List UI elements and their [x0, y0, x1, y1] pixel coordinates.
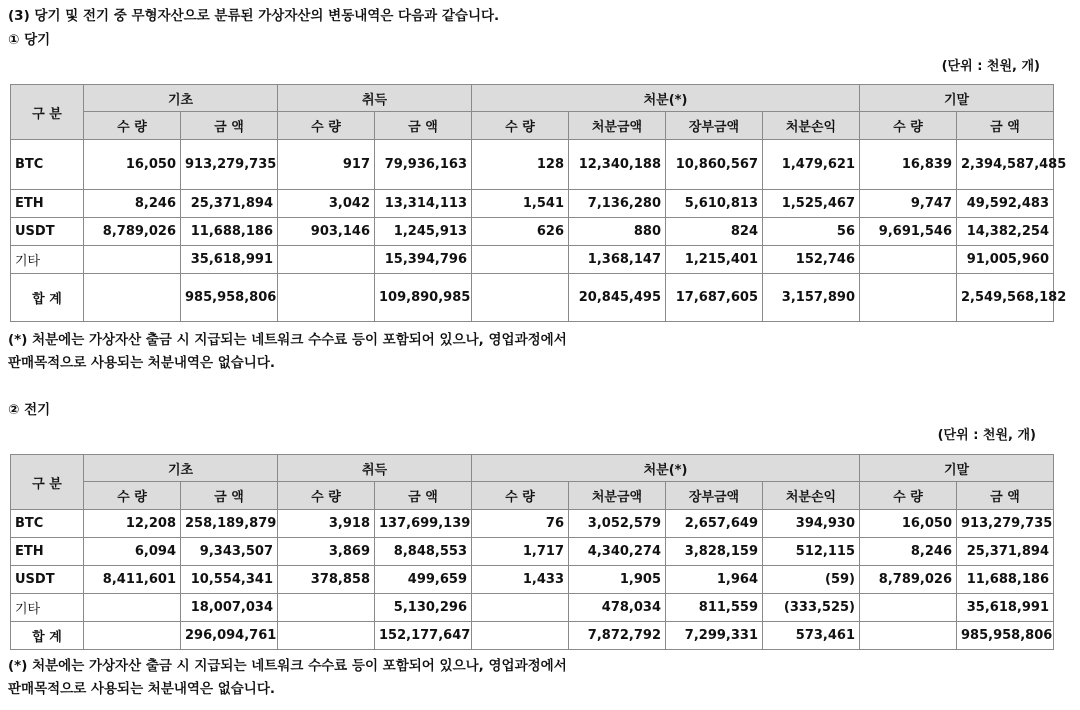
cell: 16,050 [84, 140, 181, 190]
row-label: BTC [11, 510, 84, 538]
cell: 25,371,894 [957, 538, 1054, 566]
cell [472, 594, 569, 622]
cell [860, 246, 957, 274]
header-amount: 금 액 [181, 112, 278, 140]
cell: 7,136,280 [569, 190, 666, 218]
current-footnote-line-1: (*) 처분에는 가상자산 출금 시 지급되는 네트워크 수수료 등이 포함되어 있으나, 영업과정에서 [8, 332, 567, 348]
header-beginning: 기초 [84, 85, 278, 112]
cell: 3,042 [278, 190, 375, 218]
table-row-total [11, 274, 1054, 322]
cell: 9,691,546 [860, 218, 957, 246]
header-qty: 수 량 [278, 482, 375, 510]
current-period-table [10, 84, 1067, 322]
cell: 11,688,186 [957, 566, 1054, 594]
current-period-subtitle: ① 당기 [8, 32, 51, 48]
cell: 56 [763, 218, 860, 246]
table-row [11, 510, 1054, 538]
prior-unit-label: (단위 : 천원, 개) [937, 428, 1036, 443]
header-disposal-gain-loss: 처분손익 [763, 112, 860, 140]
cell [472, 622, 569, 650]
table-row [11, 246, 1054, 274]
header-disposal-gain-loss: 처분손익 [763, 482, 860, 510]
cell: 1,541 [472, 190, 569, 218]
cell: 573,461 [763, 622, 860, 650]
cell: 9,343,507 [181, 538, 278, 566]
header-acquisition: 취득 [278, 455, 472, 482]
header-qty: 수 량 [278, 112, 375, 140]
cell: 13,314,113 [375, 190, 472, 218]
cell [84, 246, 181, 274]
table-row [11, 566, 1054, 594]
row-label: 기타 [11, 246, 84, 274]
header-qty: 수 량 [84, 482, 181, 510]
cell: 1,433 [472, 566, 569, 594]
cell: 478,034 [569, 594, 666, 622]
header-qty: 수 량 [472, 112, 569, 140]
header-amount: 금 액 [181, 482, 278, 510]
cell: 5,610,813 [666, 190, 763, 218]
cell [278, 274, 375, 322]
cell: 12,208 [84, 510, 181, 538]
cell: 9,747 [860, 190, 957, 218]
cell: 16,050 [860, 510, 957, 538]
cell [860, 594, 957, 622]
cell: 20,845,495 [569, 274, 666, 322]
header-disposal: 처분(*) [472, 85, 860, 112]
cell: 91,005,960 [957, 246, 1054, 274]
header-book-value: 장부금액 [666, 482, 763, 510]
header-qty: 수 량 [84, 112, 181, 140]
cell: 296,094,761 [181, 622, 278, 650]
cell: 152,746 [763, 246, 860, 274]
row-label: 합 계 [11, 274, 84, 322]
cell: 1,368,147 [569, 246, 666, 274]
cell: 79,936,163 [375, 140, 472, 190]
row-label: ETH [11, 538, 84, 566]
cell: 811,559 [666, 594, 763, 622]
cell: 109,890,985 [375, 274, 472, 322]
table-row [11, 190, 1054, 218]
cell: 11,688,186 [181, 218, 278, 246]
header-amount: 금 액 [375, 112, 472, 140]
cell: 7,872,792 [569, 622, 666, 650]
cell: 8,246 [860, 538, 957, 566]
table-row [11, 218, 1054, 246]
cell: 917 [278, 140, 375, 190]
cell: 378,858 [278, 566, 375, 594]
cell [84, 594, 181, 622]
cell [860, 274, 957, 322]
cell: 2,549,568,182 [957, 274, 1054, 322]
cell: 12,340,188 [569, 140, 666, 190]
cell: 985,958,806 [181, 274, 278, 322]
cell: 4,340,274 [569, 538, 666, 566]
header-qty: 수 량 [860, 482, 957, 510]
prior-period-table [10, 454, 1054, 650]
cell: 1,905 [569, 566, 666, 594]
cell: (59) [763, 566, 860, 594]
header-disposal-amount: 처분금액 [569, 482, 666, 510]
cell: 3,828,159 [666, 538, 763, 566]
current-footnote-line-2: 판매목적으로 사용되는 처분내역은 없습니다. [8, 355, 276, 371]
cell: 8,789,026 [860, 566, 957, 594]
cell: 1,717 [472, 538, 569, 566]
cell [278, 246, 375, 274]
table-row [11, 538, 1054, 566]
cell: 2,657,649 [666, 510, 763, 538]
cell: 14,382,254 [957, 218, 1054, 246]
cell: 8,246 [84, 190, 181, 218]
cell [472, 274, 569, 322]
cell: 3,918 [278, 510, 375, 538]
header-amount: 금 액 [375, 482, 472, 510]
header-acquisition: 취득 [278, 85, 472, 112]
cell: 35,618,991 [181, 246, 278, 274]
header-ending: 기말 [860, 85, 1054, 112]
header-disposal: 처분(*) [472, 455, 860, 482]
cell: 49,592,483 [957, 190, 1054, 218]
cell: 1,964 [666, 566, 763, 594]
header-disposal-amount: 처분금액 [569, 112, 666, 140]
header-amount: 금 액 [957, 112, 1054, 140]
cell: 3,052,579 [569, 510, 666, 538]
cell: (333,525) [763, 594, 860, 622]
row-label: BTC [11, 140, 84, 190]
cell: 2,394,587,485 [957, 140, 1054, 190]
cell: 1,245,913 [375, 218, 472, 246]
cell: 258,189,879 [181, 510, 278, 538]
header-ending: 기말 [860, 455, 1054, 482]
cell [278, 622, 375, 650]
cell: 880 [569, 218, 666, 246]
cell: 152,177,647 [375, 622, 472, 650]
header-category: 구 분 [11, 455, 84, 510]
cell: 1,215,401 [666, 246, 763, 274]
header-category: 구 분 [11, 85, 84, 140]
cell: 1,479,621 [763, 140, 860, 190]
cell: 76 [472, 510, 569, 538]
cell: 8,789,026 [84, 218, 181, 246]
cell: 5,130,296 [375, 594, 472, 622]
cell: 35,618,991 [957, 594, 1054, 622]
row-label: 합 계 [11, 622, 84, 650]
cell: 394,930 [763, 510, 860, 538]
prior-footnote-line-1: (*) 처분에는 가상자산 출금 시 지급되는 네트워크 수수료 등이 포함되어 있으나, 영업과정에서 [8, 658, 567, 674]
header-amount: 금 액 [957, 482, 1054, 510]
cell [84, 622, 181, 650]
cell: 3,869 [278, 538, 375, 566]
current-unit-label: (단위 : 천원, 개) [941, 59, 1040, 74]
header-book-value: 장부금액 [666, 112, 763, 140]
table-row [11, 594, 1054, 622]
header-qty: 수 량 [860, 112, 957, 140]
table-row-total [11, 622, 1054, 650]
cell: 10,860,567 [666, 140, 763, 190]
row-label: ETH [11, 190, 84, 218]
cell: 128 [472, 140, 569, 190]
section-heading: (3) 당기 및 전기 중 무형자산으로 분류된 가상자산의 변동내역은 다음과 같습니다. [8, 8, 500, 24]
row-label: 기타 [11, 594, 84, 622]
prior-period-subtitle: ② 전기 [8, 402, 51, 418]
cell: 1,525,467 [763, 190, 860, 218]
cell: 8,411,601 [84, 566, 181, 594]
prior-footnote-line-2: 판매목적으로 사용되는 처분내역은 없습니다. [8, 681, 276, 697]
cell: 10,554,341 [181, 566, 278, 594]
cell: 18,007,034 [181, 594, 278, 622]
cell [84, 274, 181, 322]
cell: 16,839 [860, 140, 957, 190]
cell: 3,157,890 [763, 274, 860, 322]
cell: 626 [472, 218, 569, 246]
cell [472, 246, 569, 274]
cell [860, 622, 957, 650]
cell: 499,659 [375, 566, 472, 594]
row-label: USDT [11, 218, 84, 246]
cell: 15,394,796 [375, 246, 472, 274]
cell: 824 [666, 218, 763, 246]
header-beginning: 기초 [84, 455, 278, 482]
cell: 8,848,553 [375, 538, 472, 566]
cell [278, 594, 375, 622]
cell: 6,094 [84, 538, 181, 566]
cell: 512,115 [763, 538, 860, 566]
cell: 913,279,735 [181, 140, 278, 190]
table-row [11, 140, 1054, 190]
cell: 17,687,605 [666, 274, 763, 322]
cell: 137,699,139 [375, 510, 472, 538]
row-label: USDT [11, 566, 84, 594]
cell: 985,958,806 [957, 622, 1054, 650]
cell: 913,279,735 [957, 510, 1054, 538]
cell: 7,299,331 [666, 622, 763, 650]
cell: 25,371,894 [181, 190, 278, 218]
header-qty: 수 량 [472, 482, 569, 510]
cell: 903,146 [278, 218, 375, 246]
